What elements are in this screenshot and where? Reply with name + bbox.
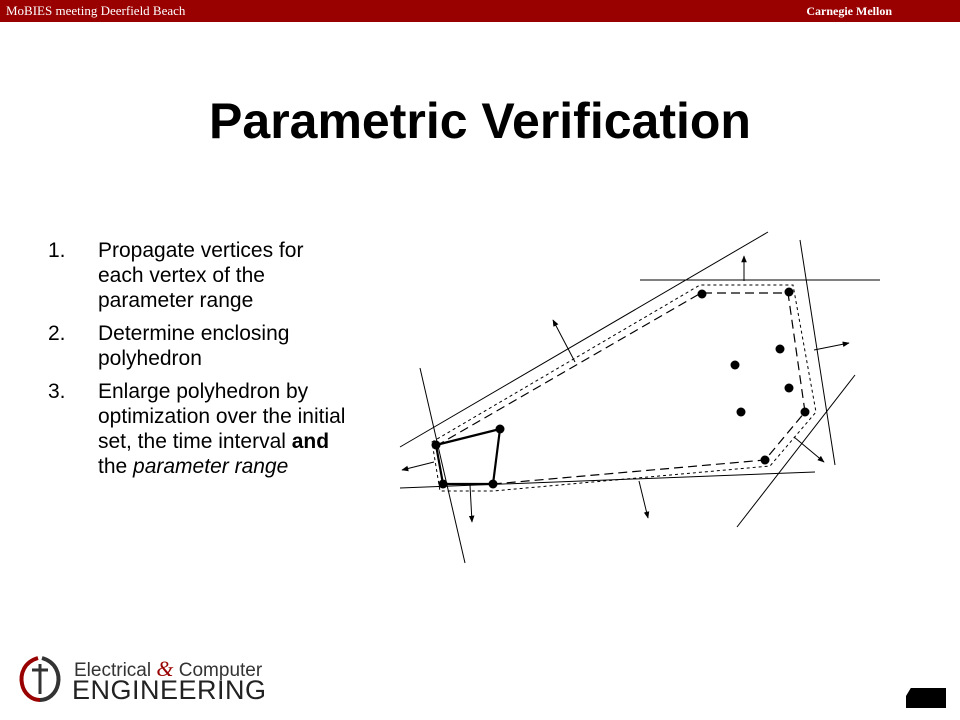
vertex-point: [785, 384, 794, 393]
normal-arrow: [794, 437, 824, 462]
header-meeting-text: MoBIES meeting Deerfield Beach: [6, 3, 186, 18]
vertex-point: [439, 480, 448, 489]
vertex-point: [489, 480, 498, 489]
step-number: 3.: [48, 380, 66, 403]
ece-logo-icon: [12, 654, 68, 702]
step-text: [98, 379, 348, 479]
vertex-point: [785, 288, 794, 297]
parameter-range-polygon: [436, 429, 500, 484]
step-item: [48, 238, 348, 313]
step-list: [48, 238, 348, 487]
supporting-line: [400, 232, 768, 447]
supporting-line: [420, 368, 465, 563]
next-slide-tab-icon[interactable]: [906, 688, 946, 708]
enclosing-polyhedron-dashed: [436, 293, 805, 484]
vertex-point: [776, 345, 785, 354]
step-item: [48, 321, 348, 371]
logo-ampersand: &: [156, 656, 174, 681]
polyhedron-diagram: [395, 225, 895, 575]
normal-arrow: [470, 485, 472, 522]
vertex-point: [737, 408, 746, 417]
logo-word-computer: Computer: [173, 660, 263, 681]
normal-arrow: [814, 343, 849, 350]
step-text-part: Enlarge polyhedron by optimization over the initial set, the time interval: [98, 380, 346, 453]
logo-line2: ENGINEERING: [72, 675, 267, 705]
header-university-text: Carnegie Mellon: [806, 4, 892, 18]
ece-logo: [12, 654, 267, 705]
step-item: [48, 379, 348, 479]
step-text: Determine enclosing polyhedron: [98, 322, 290, 370]
normal-arrow: [402, 462, 434, 470]
normal-arrow: [639, 481, 648, 518]
vertex-point: [801, 408, 810, 417]
header-bar: [0, 0, 960, 22]
vertex-point: [432, 441, 441, 450]
supporting-line: [737, 375, 855, 527]
step-text: Propagate vertices for each vertex of the parameter range: [98, 239, 304, 312]
step-text-italic: parameter range: [133, 455, 289, 478]
slide-title: Parametric Verification: [209, 93, 751, 149]
step-number: 1.: [48, 239, 66, 262]
vertex-point: [761, 456, 770, 465]
step-number: 2.: [48, 322, 66, 345]
step-text-part: the: [98, 455, 134, 478]
vertex-point: [698, 290, 707, 299]
vertex-point: [731, 361, 740, 370]
supporting-line: [800, 240, 835, 465]
logo-word-electrical: Electrical: [74, 660, 157, 681]
vertex-point: [496, 425, 505, 434]
step-text-bold: and: [291, 430, 330, 453]
